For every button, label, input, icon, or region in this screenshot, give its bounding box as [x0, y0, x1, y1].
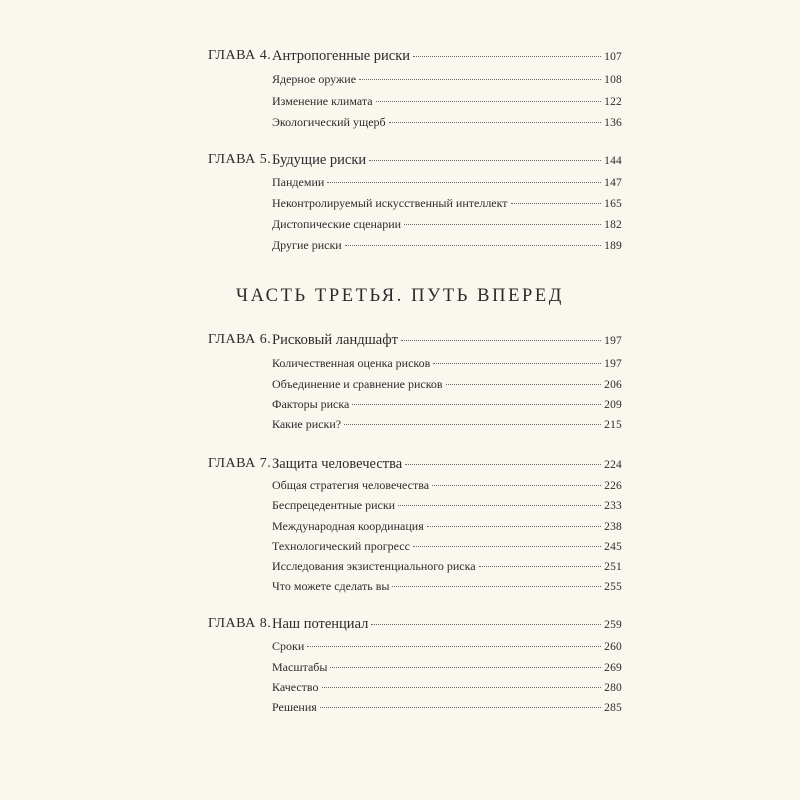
page-number: 255	[604, 581, 622, 593]
page-number: 269	[604, 662, 622, 674]
section-title: Факторы риска	[272, 397, 350, 411]
toc-entry	[272, 677, 622, 698]
page-number: 197	[604, 335, 622, 347]
section-title: Неконтролируемый искусственный интеллект	[272, 196, 508, 210]
dot-leader	[479, 565, 602, 567]
toc-entry	[272, 193, 622, 214]
section-title: Технологический прогресс	[272, 539, 410, 553]
part-title: ЧАСТЬ ТРЕТЬЯ. ПУТЬ ВПЕРЕД	[236, 286, 564, 306]
dot-leader	[401, 339, 601, 341]
dot-leader	[413, 545, 601, 547]
section-title: Пандемии	[272, 175, 325, 189]
chapter-label: ГЛАВА 6.	[208, 332, 272, 347]
section-title: Экологический ущерб	[272, 115, 386, 129]
toc-entry	[272, 697, 622, 718]
chapter-label: ГЛАВА 5.	[208, 152, 272, 167]
page-number: 238	[604, 521, 622, 533]
toc-entry	[272, 69, 622, 90]
toc-entry	[272, 454, 622, 475]
dot-leader	[413, 55, 601, 57]
page-number: 122	[604, 96, 622, 108]
page-number: 147	[604, 177, 622, 189]
page-number: 285	[604, 702, 622, 714]
toc-entry	[272, 330, 622, 351]
toc-entry	[272, 235, 622, 256]
chapter-title: Защита человечества	[272, 456, 403, 472]
toc-entry	[272, 374, 622, 395]
page-number: 280	[604, 682, 622, 694]
page-number: 206	[604, 379, 622, 391]
section-title: Решения	[272, 700, 317, 714]
section-title: Другие риски	[272, 238, 342, 252]
toc-entry	[272, 394, 622, 415]
page-number: 182	[604, 219, 622, 231]
section-title: Изменение климата	[272, 94, 373, 108]
page-number: 107	[604, 51, 622, 63]
dot-leader	[427, 525, 601, 527]
dot-leader	[352, 403, 601, 405]
dot-leader	[344, 423, 601, 425]
dot-leader	[330, 666, 601, 668]
page-number: 260	[604, 641, 622, 653]
toc-entry	[272, 576, 622, 597]
dot-leader	[359, 78, 601, 80]
dot-leader	[369, 159, 601, 161]
toc-entry	[272, 214, 622, 235]
page-number: 251	[604, 561, 622, 573]
toc-entry	[272, 636, 622, 657]
section-title: Беспрецедентные риски	[272, 498, 396, 512]
page-number: 245	[604, 541, 622, 553]
dot-leader	[389, 121, 601, 123]
chapter-label: ГЛАВА 7.	[208, 456, 272, 471]
section-title: Сроки	[272, 639, 305, 653]
toc-entry	[272, 414, 622, 435]
toc-entry	[272, 495, 622, 516]
dot-leader	[320, 706, 601, 708]
toc-entry	[272, 556, 622, 577]
chapter-label: ГЛАВА 4.	[208, 48, 272, 63]
chapter-title: Будущие риски	[272, 152, 367, 168]
page-number: 226	[604, 480, 622, 492]
dot-leader	[307, 645, 601, 647]
toc-entry	[272, 536, 622, 557]
section-title: Исследования экзистенциального риска	[272, 559, 476, 573]
section-title: Что можете сделать вы	[272, 579, 390, 593]
chapter-title: Рисковый ландшафт	[272, 332, 398, 348]
page-number: 259	[604, 619, 622, 631]
dot-leader	[392, 585, 601, 587]
page-number: 197	[604, 358, 622, 370]
dot-leader	[345, 244, 601, 246]
section-title: Масштабы	[272, 660, 328, 674]
page-number: 215	[604, 419, 622, 431]
chapter-title: Антропогенные риски	[272, 48, 411, 64]
chapter-title: Наш потенциал	[272, 616, 369, 632]
page-number: 108	[604, 74, 622, 86]
dot-leader	[446, 383, 602, 385]
section-title: Общая стратегия человечества	[272, 478, 430, 492]
dot-leader	[376, 100, 602, 102]
dot-leader	[405, 463, 601, 465]
toc-entry	[272, 614, 622, 635]
toc-entry	[272, 46, 622, 67]
dot-leader	[398, 504, 601, 506]
toc-entry	[272, 353, 622, 374]
dot-leader	[327, 181, 601, 183]
toc-entry	[272, 516, 622, 537]
section-title: Качество	[272, 680, 319, 694]
section-title: Какие риски?	[272, 417, 342, 431]
toc-entry	[272, 91, 622, 112]
page-number: 189	[604, 240, 622, 252]
section-title: Объединение и сравнение рисков	[272, 377, 443, 391]
section-title: Международная координация	[272, 519, 424, 533]
dot-leader	[433, 362, 601, 364]
dot-leader	[432, 484, 601, 486]
toc-entry	[272, 657, 622, 678]
toc-entry	[272, 475, 622, 496]
dot-leader	[371, 623, 601, 625]
dot-leader	[322, 686, 602, 688]
toc-entry	[272, 150, 622, 171]
chapter-label: ГЛАВА 8.	[208, 616, 272, 631]
toc-entry	[272, 112, 622, 133]
page-number: 233	[604, 500, 622, 512]
section-title: Количественная оценка рисков	[272, 356, 431, 370]
section-title: Дистопические сценарии	[272, 217, 402, 231]
page-number: 136	[604, 117, 622, 129]
dot-leader	[404, 223, 601, 225]
page-number: 144	[604, 155, 622, 167]
page-number: 209	[604, 399, 622, 411]
toc-entry	[272, 172, 622, 193]
dot-leader	[511, 202, 602, 204]
section-title: Ядерное оружие	[272, 72, 357, 86]
page-number: 165	[604, 198, 622, 210]
page-number: 224	[604, 459, 622, 471]
